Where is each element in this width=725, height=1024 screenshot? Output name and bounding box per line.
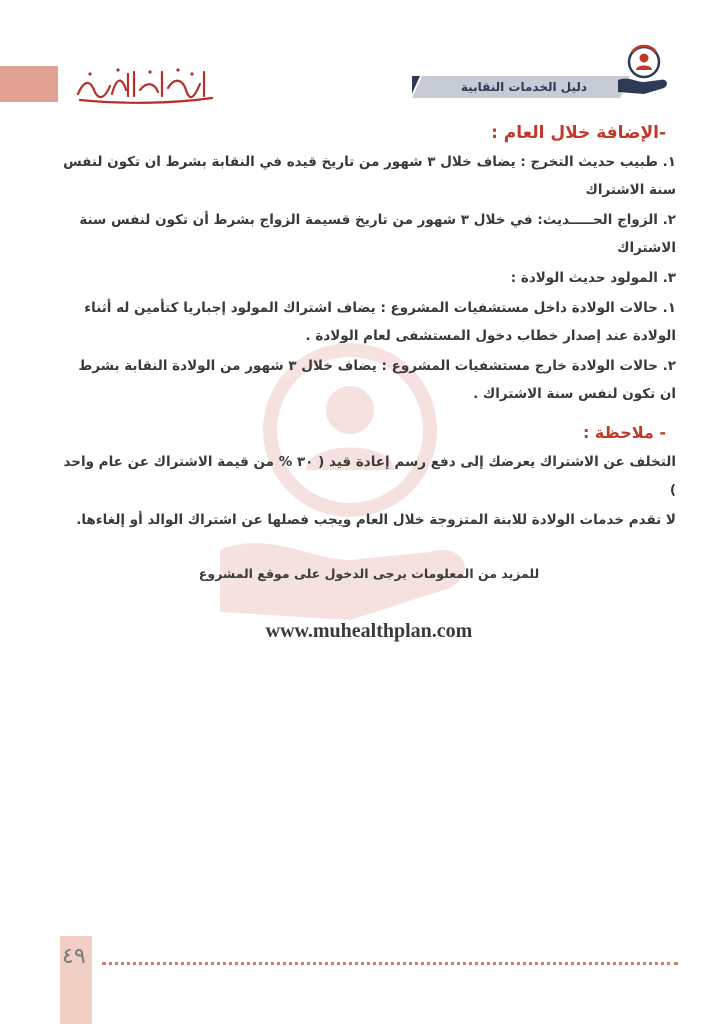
- user-hand-icon: [614, 40, 674, 100]
- corner-accent-block: [0, 66, 58, 102]
- page-number: ٤٩: [62, 944, 86, 969]
- note-section-title: - ملاحظة :: [582, 423, 666, 442]
- note-item: لا تقدم خدمات الولادة للابنة المتزوجة خلال العام ويجب فصلها عن اشتراك الوالد أو إلغاءها.: [76, 512, 676, 528]
- list-item: ٢. حالات الولادة خارج مستشفيات المشروع : يضاف خلال ٣ شهور من الولادة النقابة بشرط ان تكون لنفس سنة الاشتراك .: [78, 358, 676, 402]
- list-item: ٣. المولود حديث الولادة :: [510, 270, 676, 286]
- note-item: التخلف عن الاشتراك يعرضك إلى دفع رسم إعادة قيد ( ٣٠ % من قيمة الاشتراك عن عام واحد ): [63, 454, 676, 498]
- guide-title-label: دليل الخدمات النقابية: [460, 80, 588, 94]
- list-item: ١. حالات الولادة داخل مستشفيات المشروع : يضاف اشتراك المولود إجباريا كتأمين له أثناء الولادة عند إصدار خطاب دخول المستشفى لعام الولادة .: [84, 300, 676, 344]
- list-item: ٢. الزواج الحـــــديث: في خلال ٣ شهور من تاريخ قسيمة الزواج بشرط أن تكون لنفس سنة الاشتراك: [79, 212, 676, 256]
- main-content: [62, 118, 676, 536]
- website-link[interactable]: www.muhealthplan.com: [265, 620, 473, 642]
- syndicate-logo: [70, 60, 220, 106]
- addition-section-title: -الإضافة خلال العام :: [491, 123, 666, 143]
- more-info-text: للمزيد من المعلومات يرجى الدخول على موقع المشروع: [198, 566, 540, 581]
- footer-dotted-divider: [102, 962, 678, 965]
- list-item: ١. طبيب حديث التخرج : يضاف خلال ٣ شهور من تاريخ قيده في النقابة بشرط ان تكون لنفس سنة الاشتراك: [63, 154, 676, 198]
